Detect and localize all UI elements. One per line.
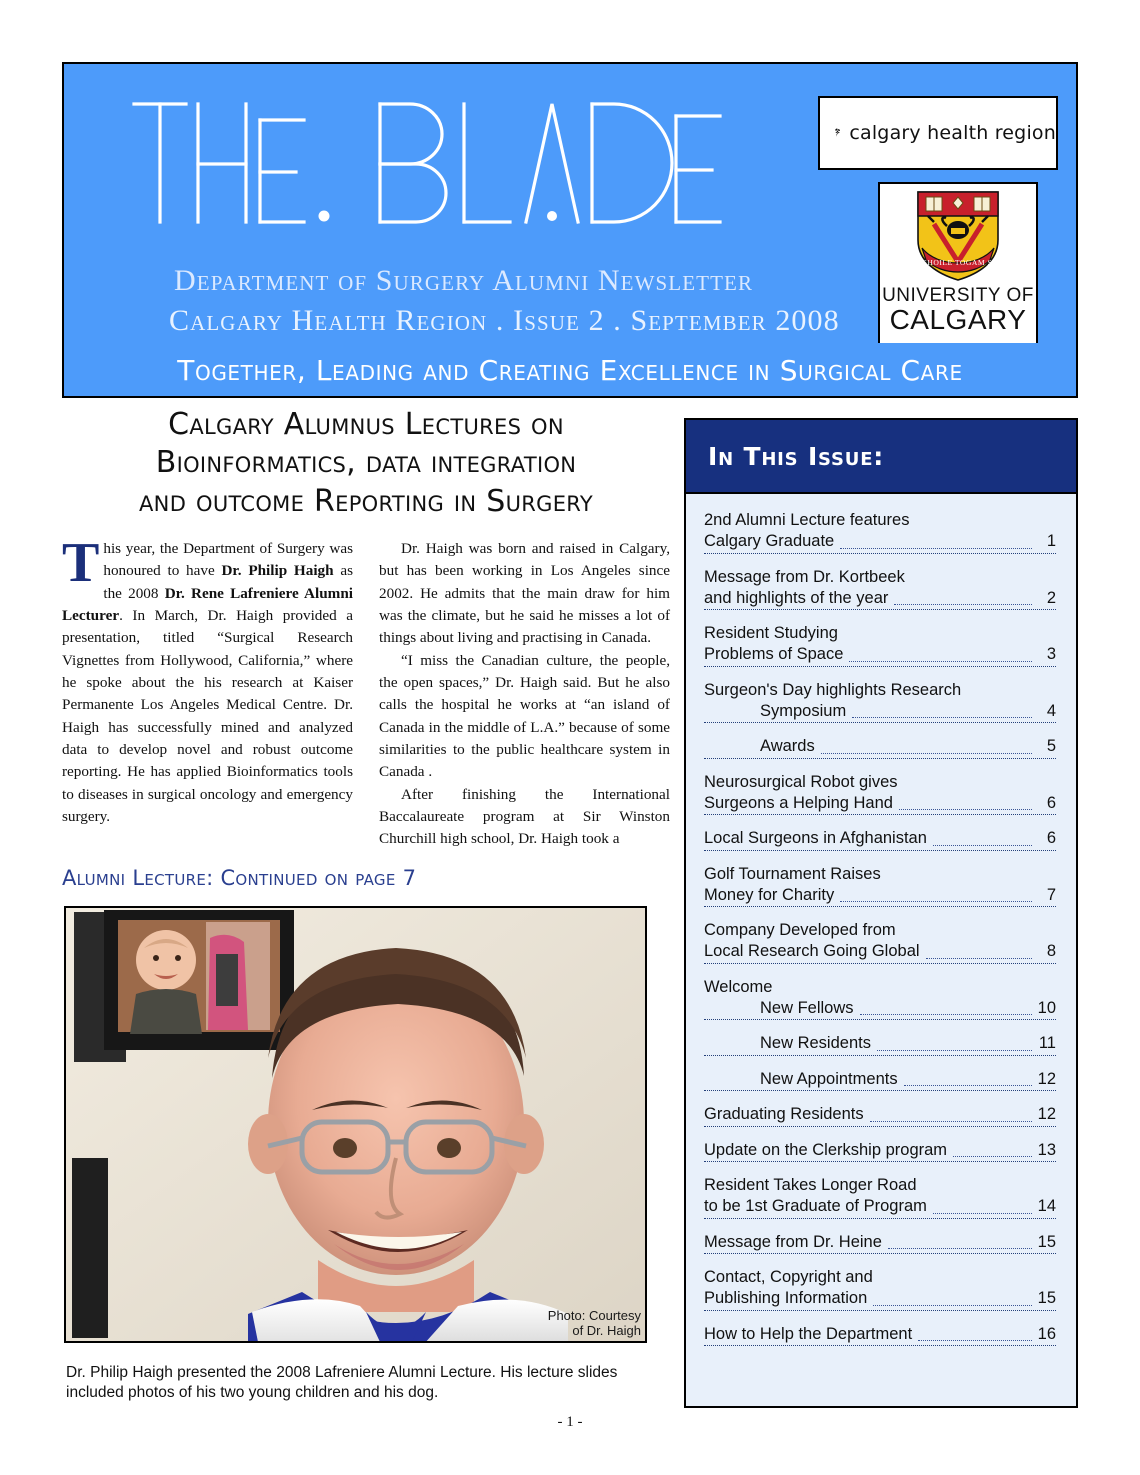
toc-entry-row[interactable]: [704, 793, 1056, 815]
toc-entry[interactable]: [704, 567, 1056, 611]
toc-leader-dots: [918, 1339, 1032, 1341]
col1-text-e: . In March, Dr. Haigh provided a presentation, titled “Surgical Research Vignettes from Hollywood, California,” where he spoke about the his research at Kaiser Permanente Los Angeles Medical Centre. Dr. Haigh has successfully mined and analyzed data to develop novel and robust outcome reporting. He has applied Bioinformatics tools to diseases in surgical oncology and emergency surgery.: [62, 607, 353, 826]
toc-entry-page: 3: [1046, 645, 1056, 664]
toc-entry-row[interactable]: [704, 1104, 1056, 1126]
uofc-logo-line1: UNIVERSITY OF: [882, 285, 1034, 306]
toc-entry[interactable]: [704, 1069, 1056, 1091]
toc-entry-label: New Fellows: [760, 998, 854, 1017]
toc-entry[interactable]: [704, 736, 1056, 758]
page-number: - 1 -: [557, 1414, 583, 1430]
headline-line-2: Bioinformatics, data integration: [155, 445, 577, 481]
university-of-calgary-logo: [878, 182, 1038, 345]
masthead-subtitle-department: Department of Surgery Alumni Newsletter: [174, 264, 754, 297]
col1-text-c: as the 2008: [103, 562, 354, 602]
toc-entry-row[interactable]: [704, 588, 1056, 610]
toc-entry-page: 12: [1037, 1105, 1056, 1124]
toc-entry-row[interactable]: [704, 701, 1056, 723]
toc-entry-page: 1: [1046, 532, 1056, 551]
toc-entry-row[interactable]: [704, 1033, 1056, 1055]
toc-entry-row[interactable]: [704, 736, 1056, 758]
toc-entry-label: Calgary Graduate: [704, 532, 835, 551]
toc-entry-heading: Contact, Copyright and: [704, 1267, 873, 1286]
calgary-health-region-logo: [818, 96, 1058, 170]
article-paragraph: After finishing the International Baccalaureate program at Sir Winston Churchill high school, Dr. Haigh took a: [379, 785, 670, 848]
toc-leader-dots: [894, 603, 1032, 605]
blade-logotype: [128, 90, 728, 240]
toc-entry-label: Local Research Going Global: [704, 942, 920, 961]
toc-entry-row[interactable]: [704, 531, 1056, 553]
toc-entry[interactable]: [704, 828, 1056, 850]
toc-entry-label: Money for Charity: [704, 885, 835, 904]
svg-text:MO SHOILE TOGAM SUAS: MO SHOILE TOGAM SUAS: [907, 258, 1009, 267]
toc-entry-page: 12: [1037, 1069, 1056, 1088]
toc-entry-page: 2: [1046, 588, 1056, 607]
toc-entry[interactable]: [704, 1175, 1056, 1219]
toc-entry-page: 11: [1038, 1034, 1056, 1053]
headline-line-1: Calgary Alumnus Lectures on: [168, 407, 564, 442]
toc-entry-label: Message from Dr. Heine: [704, 1232, 882, 1251]
toc-entry-label: and highlights of the year: [704, 588, 889, 607]
toc-entry-page: 4: [1046, 701, 1056, 720]
toc-entry-label: New Appointments: [760, 1069, 898, 1088]
masthead: [62, 62, 1078, 398]
toc-leader-dots: [899, 808, 1032, 810]
toc-entry[interactable]: [704, 623, 1056, 667]
toc-entry-heading: Golf Tournament Raises: [704, 864, 881, 883]
toc-leader-dots: [852, 716, 1032, 718]
toc-entry-label: Problems of Space: [704, 645, 844, 664]
toc-entry-label: Local Surgeons in Afghanistan: [704, 829, 927, 848]
table-of-contents: [686, 494, 1076, 1346]
toc-entry-row[interactable]: [704, 1288, 1056, 1310]
toc-entry-label: Graduating Residents: [704, 1105, 864, 1124]
uofc-crest-icon: [904, 188, 1012, 284]
toc-entry-row[interactable]: [704, 644, 1056, 666]
toc-entry-row[interactable]: [704, 885, 1056, 907]
toc-leader-dots: [877, 1049, 1032, 1051]
masthead-tagline: Together, Leading and Creating Excellence in Surgical Care: [177, 353, 963, 387]
toc-entry[interactable]: [704, 977, 1056, 1021]
in-this-issue-title: In This Issue:: [708, 441, 885, 471]
toc-entry-heading: Welcome: [704, 977, 773, 996]
toc-entry-page: 7: [1046, 885, 1056, 904]
toc-entry-label: How to Help the Department: [704, 1324, 913, 1343]
toc-entry-heading: Surgeon's Day highlights Research: [704, 680, 962, 699]
toc-entry-row[interactable]: [704, 828, 1056, 850]
toc-entry-label: Update on the Clerkship program: [704, 1140, 948, 1159]
toc-leader-dots: [840, 900, 1032, 902]
toc-entry-row[interactable]: [704, 1140, 1056, 1162]
toc-entry-row[interactable]: [704, 998, 1056, 1020]
masthead-subtitle-issue: Calgary Health Region . Issue 2 . September 2008: [169, 304, 840, 337]
toc-leader-dots: [873, 1304, 1032, 1306]
toc-leader-dots: [933, 844, 1032, 846]
col1-bold-name: Dr. Philip Haigh: [221, 562, 334, 580]
col1-text-a: his year, the Department of Surgery was honoured to have: [103, 540, 353, 580]
toc-entry-page: 15: [1037, 1289, 1056, 1308]
toc-entry[interactable]: [704, 1140, 1056, 1162]
toc-entry-label: Publishing Information: [704, 1289, 868, 1308]
toc-entry[interactable]: [704, 680, 1056, 724]
toc-entry-label: to be 1st Graduate of Program: [704, 1197, 927, 1216]
toc-leader-dots: [888, 1247, 1032, 1249]
toc-entry-heading: Resident Takes Longer Road: [704, 1176, 917, 1194]
toc-leader-dots: [904, 1084, 1032, 1086]
article-paragraph: Dr. Haigh was born and raised in Calgary, but has been working in Los Angeles since 2002. He admits that the main draw for him was the climate, but he said he misses a lot of things about living and practising in Canada.: [379, 540, 670, 647]
toc-entry-label: Surgeons a Helping Hand: [704, 793, 893, 812]
article-body: [62, 532, 670, 851]
toc-leader-dots: [840, 547, 1032, 549]
toc-entry-heading: Message from Dr. Kortbeek: [704, 567, 905, 586]
toc-entry[interactable]: [704, 864, 1056, 908]
toc-entry-page: 14: [1037, 1197, 1056, 1216]
toc-entry-page: 8: [1046, 942, 1056, 961]
chr-logo-label: calgary health region: [849, 122, 1056, 144]
toc-entry[interactable]: [704, 1267, 1056, 1311]
col1-bold-title: Dr. Rene Lafreniere Alumni Lecturer: [62, 584, 353, 625]
toc-entry[interactable]: [704, 1104, 1056, 1126]
toc-entry-page: 6: [1046, 829, 1056, 848]
toc-entry[interactable]: [704, 510, 1056, 554]
article-headline: [62, 406, 670, 521]
in-this-issue-header: [686, 420, 1076, 494]
toc-leader-dots: [860, 1013, 1032, 1015]
toc-entry-heading: Resident Studying: [704, 624, 838, 643]
chr-person-icon: [834, 107, 841, 159]
toc-entry-row[interactable]: [704, 941, 1056, 963]
toc-entry[interactable]: [704, 1324, 1056, 1346]
photo-caption: Dr. Philip Haigh presented the 2008 Lafreniere Alumni Lecture. His lecture slides included photos of his two young children and his dog.: [66, 1364, 618, 1402]
toc-leader-dots: [926, 957, 1032, 959]
continued-on-page-link[interactable]: Alumni Lecture: Continued on page 7: [62, 866, 417, 890]
toc-entry-label: Awards: [760, 737, 815, 756]
toc-entry-row[interactable]: [704, 1069, 1056, 1091]
headline-line-3: and outcome Reporting in Surgery: [139, 483, 593, 519]
toc-entry-page: 5: [1046, 737, 1056, 756]
photo-credit: [548, 1309, 641, 1339]
photo-portrait-image: [66, 908, 645, 1341]
toc-entry-label: Symposium: [760, 701, 847, 720]
masthead-tagline-band: [64, 343, 1076, 396]
toc-entry-heading: Company Developed from: [704, 921, 896, 940]
toc-entry-page: 16: [1037, 1324, 1056, 1343]
drop-cap: T: [62, 532, 100, 594]
uofc-logo-line2: CALGARY: [889, 304, 1027, 335]
toc-leader-dots: [933, 1212, 1032, 1214]
toc-entry-page: 15: [1037, 1232, 1056, 1251]
photo-credit-line1: Photo: Courtesy: [547, 1308, 641, 1324]
toc-entry-row[interactable]: [704, 1232, 1056, 1254]
in-this-issue-box: [684, 418, 1078, 1408]
toc-leader-dots: [870, 1120, 1032, 1122]
toc-entry[interactable]: [704, 772, 1056, 816]
article-column-2: [379, 538, 670, 851]
toc-entry-label: New Residents: [760, 1034, 871, 1053]
toc-entry-page: 10: [1037, 998, 1056, 1017]
toc-leader-dots: [849, 660, 1032, 662]
toc-entry[interactable]: [704, 1033, 1056, 1055]
photo-credit-line2: of Dr. Haigh: [572, 1323, 641, 1339]
toc-entry[interactable]: [704, 1232, 1056, 1254]
article-photo: [64, 906, 647, 1343]
toc-entry-heading: 2nd Alumni Lecture features: [704, 511, 910, 529]
toc-entry-page: 6: [1046, 793, 1056, 812]
toc-entry-row[interactable]: [704, 1324, 1056, 1346]
article-paragraph: [62, 532, 354, 828]
toc-entry-page: 13: [1037, 1140, 1056, 1159]
toc-leader-dots: [953, 1155, 1032, 1157]
toc-entry-heading: Neurosurgical Robot gives: [704, 772, 898, 791]
article-paragraph: “I miss the Canadian culture, the people, the open spaces,” Dr. Haigh said. But he also calls the hospital he works at “an island of Canada in the middle of L.A.” because of some similarities to the public healthcare system in Canada .: [379, 651, 670, 781]
toc-leader-dots: [821, 752, 1032, 754]
article-column-1: [62, 532, 354, 851]
toc-entry-row[interactable]: [704, 1196, 1056, 1218]
toc-entry[interactable]: [704, 920, 1056, 964]
